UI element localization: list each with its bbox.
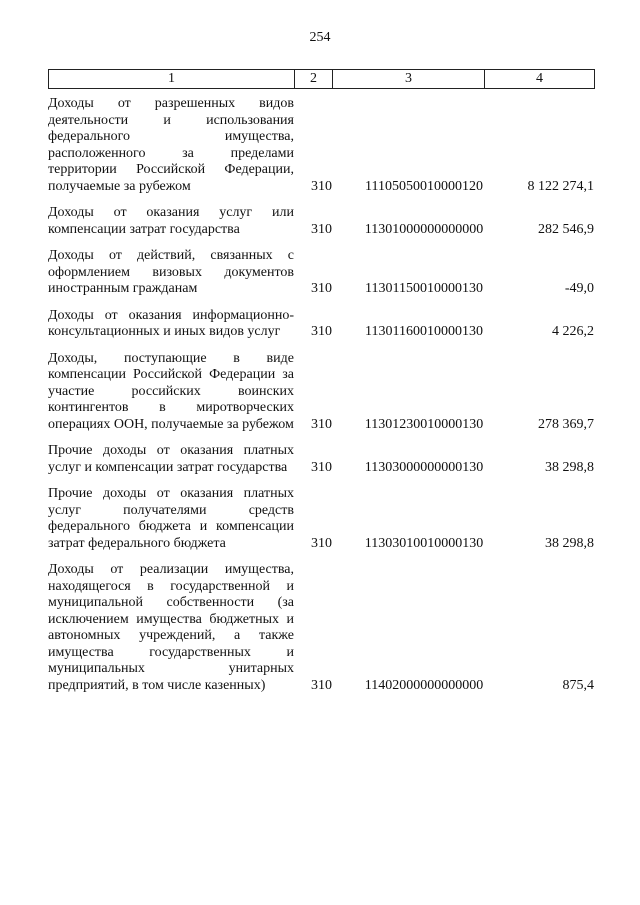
row-col2: 310	[311, 281, 332, 296]
row-code: 11301160010000130	[365, 324, 483, 339]
row-code: 11303010010000130	[364, 535, 484, 551]
row-description: Доходы от оказания услуг или компенсации затрат государства	[48, 205, 294, 237]
row-description: Доходы, поступающие в виде компенсации Российской Федерации за участие российских воинских контингентов в миротворческих операциях ООН, получаемые за рубежом	[48, 350, 294, 432]
row-amount: 38 298,8	[545, 535, 594, 551]
row-description: Прочие доходы от оказания платных услуг и компенсации затрат государства	[48, 443, 294, 475]
page-number: 254	[309, 30, 331, 45]
row-col2: 310	[311, 459, 332, 475]
table-row	[48, 248, 594, 298]
row-code: 11301150010000130	[365, 281, 483, 296]
row-description: Доходы от оказания информационно-консультационных и иных видов услуг	[48, 307, 294, 339]
table-row	[48, 351, 594, 434]
row-col2: 310	[311, 221, 332, 237]
table-row	[48, 308, 594, 341]
column-header-4: 4	[485, 70, 595, 89]
column-header-1: 1	[49, 70, 295, 89]
row-amount: 875,4	[562, 677, 594, 693]
row-description: Доходы от реализации имущества, находящегося в государственной и муниципальной собственности (за исключением имущества бюджетных и автономных учреждений, а также имущества государственных и муниципальных унитарных предприятий, в том числе казенных)	[48, 562, 294, 693]
row-col2: 310	[311, 677, 332, 693]
row-description: Прочие доходы от оказания платных услуг получателями средств федерального бюджета и компенсации затрат федерального бюджета	[48, 486, 294, 551]
table-body	[48, 96, 594, 704]
table-row	[48, 486, 594, 552]
row-amount: 278 369,7	[538, 416, 594, 432]
row-col2: 310	[311, 324, 332, 339]
row-col2: 310	[311, 416, 332, 432]
row-code: 11301000000000000	[364, 221, 484, 237]
table-row	[48, 205, 594, 238]
row-col2: 310	[311, 535, 332, 551]
row-amount: 282 546,9	[538, 221, 594, 237]
column-header-table	[48, 69, 595, 89]
row-code: 11303000000000130	[364, 459, 484, 475]
table-row	[48, 562, 594, 694]
row-amount: -49,0	[564, 281, 594, 296]
table-row	[48, 96, 594, 195]
row-amount: 4 226,2	[552, 324, 594, 339]
table-row	[48, 443, 594, 476]
column-header-row	[49, 70, 595, 89]
row-code: 11402000000000000	[364, 677, 484, 693]
column-header-2: 2	[295, 70, 333, 89]
column-header-3: 3	[333, 70, 485, 89]
row-amount: 38 298,8	[545, 459, 594, 475]
row-code: 11105050010000120	[365, 178, 483, 194]
row-description: Доходы от разрешенных видов деятельности и использования федерального имущества, расположенного за пределами территории Российской Федерации, получаемые за рубежом	[48, 96, 294, 194]
row-amount: 8 122 274,1	[527, 178, 594, 194]
row-col2: 310	[311, 178, 332, 194]
row-code: 11301230010000130	[364, 416, 484, 432]
row-description: Доходы от действий, связанных с оформлением визовых документов иностранным гражданам	[48, 248, 294, 296]
